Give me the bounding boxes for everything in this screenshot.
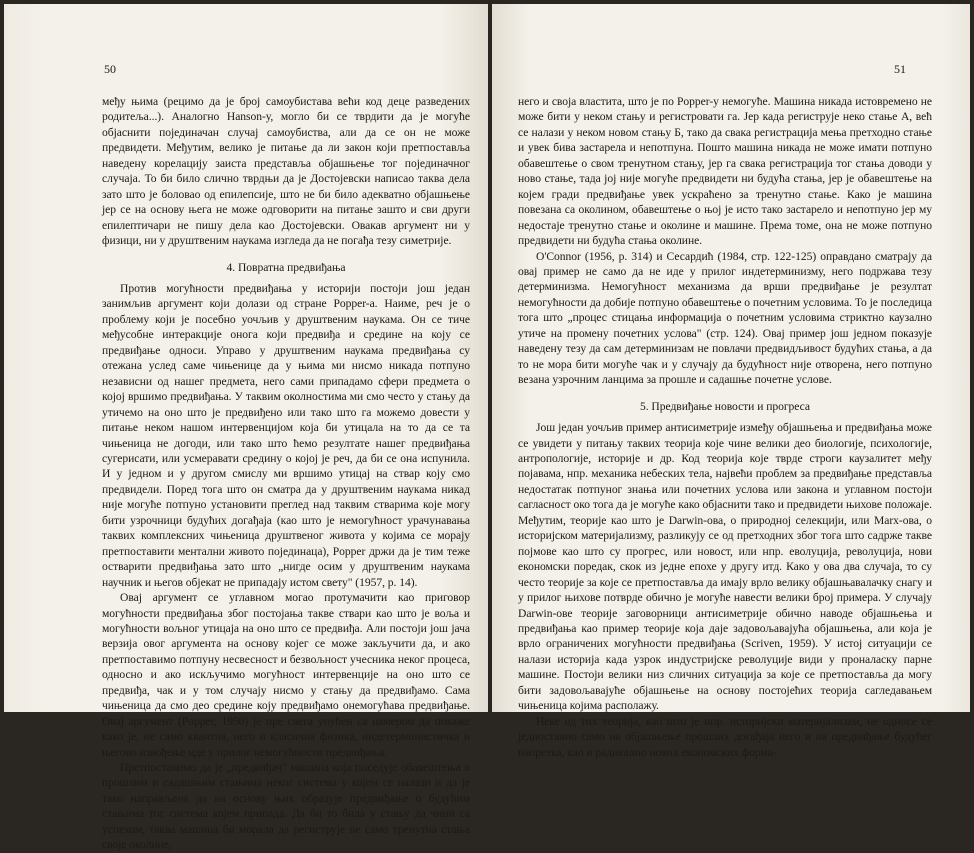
- paragraph: Против могућности предвиђања у историји постоји још један занимљив аргумент који долази од стране Popper-а. Наиме, реч је о проблему који је посебно уочљив у друштвеним наукама. Он се тиче међусобне интеракције онога који предвиђа и средине на коју се предвиђање односи. Управо у друштвеним наукама предвиђања су отежана услед саме чињенице да у њима ми нисмо никада потпуно независни од нашег предмета, него сами припадамо сфери предмета о којој вршимо предвиђања. У таквим околностима ми смо често у стању да утичемо на оно што је предвиђено или тако што га можемо довести у питање неком нашом интервенцијом која би утицала на то да се та чињеница не догоди, или тако што ћемо резултате нашег предвиђања сугерисати, или усмеравати средину о којој је реч, да би се она испунила. И у једном и у другом смислу ми вршимо утицај на ствар коју смо предвидели. Поред тога што он сматра да у друштвеним наукама никад није могуће потпуно установити преглед над таквим стварима које могу бити узрочници будућих догађаја (као што је немогућност урачунавања таквих комплексних чињеница друштвеног живота у којима се морају претпоставити ментални живото појединаца), Popper држи да је тим теже остварити предвиђања зато што „нигде осим у друштвеним наукама научник и његов објекат не припадају истом свету" (1957, p. 14).: [102, 281, 470, 589]
- paragraph: Неке од тих теорија, као што је нпр. историјски материјализам, не односе се једноставно само на објашњење прошлих догађаја него и на предвиђање будућег напретка, као и радикално нових економских форма-: [518, 714, 932, 759]
- right-page: [492, 4, 970, 759]
- paragraph: O'Connor (1956, p. 314) и Сесардић (1984, стр. 122-125) оправдано сматрају да овај пример не само да не иде у прилог индетерминизму, него подржава тезу детерминизма. Немогућност механизма да врши предвиђање је резултат немогућности да добије потпуно обавештење о почетним условима. То је последица тога што „процес стицања информација о почетним условима стриктно каузално утиче на промену почетних услова" (стр. 124). Овај пример још једном показује наведену тезу да сам детерминизам не повлачи предвидљивост будућих стања, а да то не мора бити могуће чак и у случају да будућност није отворена, него потпуно везана узрочним ланцима за прошле и садашње почетне услове.: [518, 249, 932, 387]
- paragraph: него и своја властита, што је по Popper-у немогуће. Машина никада истовремено не може бити у неком стању и регистровати га. Јер када региструје неко стање А, већ се налази у неком новом стању Б, тако да свака регистрација мења претходно стање и увек бива застарела и непотпуна. Пошто машина никада не може имати потпуно обавештење о свом тренутном стању, јер га свака регистрација тог стања доводи у ново стање, тада јој није могуће предвидети ни будућа стања, јер је обавештење на којем гради предвиђање увек ускраћено за тренутно стање. Како је машина повезана са околином, обавештење о њој је исто тако застарело и непотпуно јер му недостаје тренутно стање и околине и машине. Према томе, она не може потпуно предвидети ни будућа стања околине.: [518, 95, 932, 248]
- paragraph: међу њима (рецимо да је број самоубистава већи код деце разведених родитеља...). Аналогно Hanson-у, могло би се тврдити да је могуће објаснити појединачан случај самоубиства, али да се он не може предвидети. Међутим, велико је питање да ли закон који претпоставља наведену корелацију заиста представља објашњење тог појединачног случаја. То би било слично тврдњи да је Достојевски написао таква дела зато што је боловао од епилепсије, што не би било адекватно објашњење јер се на основу њега не може одговорити на питање зашто и сви други епилептичари не пишу дела као Достојевски. Овакав аргумент ни у физици, ни у друштвеним наукама изгледа да не погађа тезу симетрије.: [102, 95, 470, 248]
- left-page-text: [102, 94, 470, 853]
- right-page-text: [518, 94, 932, 760]
- section-heading: 5. Предвиђање новости и прогреса: [639, 399, 811, 413]
- left-page: [4, 4, 488, 852]
- paragraph: Још један уочљив пример антисиметрије између објашњења и предвиђања може се увидети у питању таквих теорија које чине велики део биологије, психологије, антропологије, историје и др. Код теорија које тврде строги каузалитет међу појавама, нпр. механика небеских тела, највећи проблем за предвиђање представља недостатак потпуног знања или почетних услова или закона и углавном постоји сагласност око тога да је могуће како објаснити тако и предвидети њихове положаје. Међутим, теорије као што је Darwin-ова, о природној селекцији, или Marx-ова, о историјском материјализму, разликују се од претходних због тога што садрже такве појмове као што су прогрес, или новост, или нпр. еволуција, револуција, нови економски поредак, скок из једне епохе у другу итд. Како у ова два случаја, то су често теорије за које се претпоставља да имају врло велику објашњавалачку снагу и у прилог њихове потврде обично је могуће навести велики број примера. У случају Darwin-ове теорије заговорници антисиметрије обично наводе објашњења и предвиђања као пример теорије која даје задовољавајућа објашњења, али која је врло ограничених могућности предвиђања (Scriven, 1959). У истој ситуацији се налази историја када узрок индустријске револуције види у проналаску парне машине. Постоји велики низ сличних ситуација за које се претпоставља да могу бити задовољавајуће објашњење на основу постојећих теорија сагледавањем чињеница којима располажу.: [518, 421, 932, 713]
- section-heading: 4. Повратна предвиђања: [226, 260, 346, 274]
- paragraph: Претпоставимо да је „предвиђач" машина која поседује обавештења о прошлим и садашњим стањима неког система у којем се налази и да је тако направљена да на основу њих образује предвиђање о будућим стањима тог система којем припада. Да би то била у стању да чини са успехом, таква машина би морала да региструје не само тренутна стања своје околине,: [102, 761, 470, 852]
- book-spread: [4, 4, 970, 852]
- paragraph: Овај аргумент се углавном могао протумачити као приговор могућности предвиђања због постојања такве ствари као што је воља и могућности вољног утицаја на оно што се предвиђа. Али постоји још јача верзија овог аргумента на основу којег се може закључити да, и ако претпоставимо потпуну несвесност и безвољност учесника неког процеса, односно и ако искључимо могућност интервенције на оно што се предвиђа, чак и у том случају нисмо у стању да предвиђамо. Сама чињеница да смо део средине коју предвиђамо онемогућава предвиђање. Овај аргумент (Popper, 1950) је пре свега упућен са намером да покаже како је, не само квантна, него и класична физика, индетерминистичка и његово извођење иде у прилог немогућности предвиђања.: [102, 591, 470, 759]
- page-number: 51: [894, 62, 906, 76]
- page-number: 50: [104, 62, 116, 76]
